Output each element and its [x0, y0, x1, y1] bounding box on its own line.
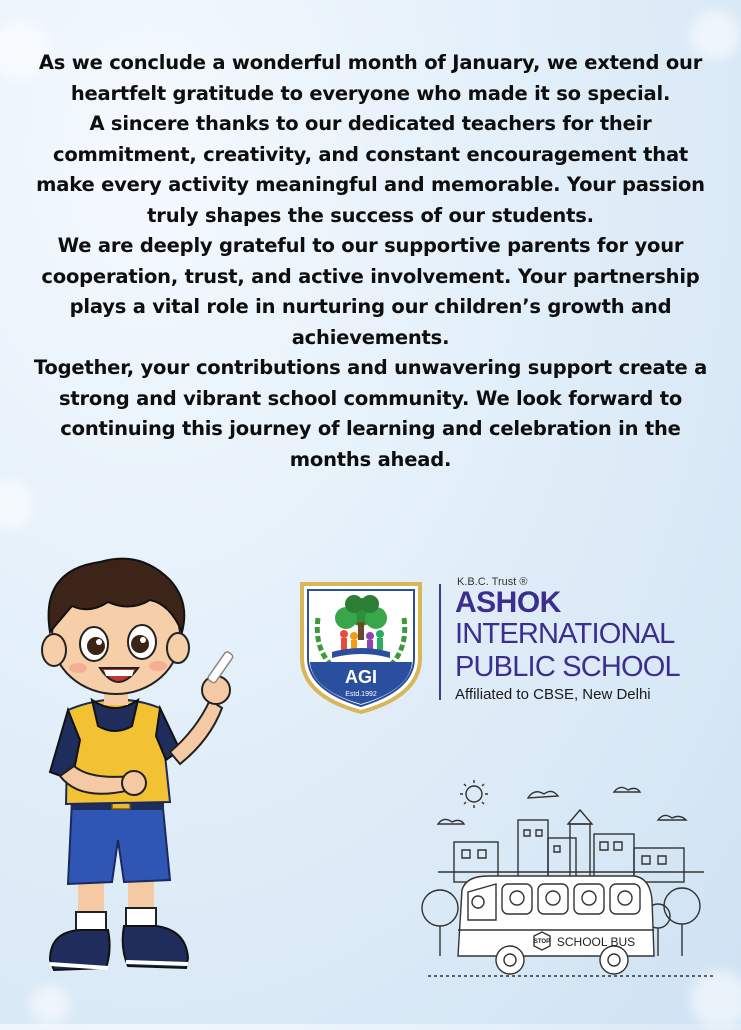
school-bus-label: SCHOOL BUS — [556, 935, 636, 949]
cartoon-boy-illustration — [20, 540, 260, 980]
thank-you-message — [30, 48, 711, 475]
bokeh-light — [30, 985, 70, 1025]
emblem-estd-text: Estd.1992 — [345, 691, 377, 698]
emblem-agi-text: AGI — [344, 667, 378, 687]
bokeh-light — [0, 480, 35, 530]
message-paragraph-intro: As we conclude a wonderful month of January, we extend our heartfelt gratitude to everyone who made it so special. — [38, 51, 703, 105]
stop-sign-text: STOP — [533, 939, 551, 945]
school-name-line3: PUBLIC SCHOOL — [455, 651, 680, 683]
school-name-line1: ASHOK — [455, 586, 561, 619]
affiliation-text: Affiliated to CBSE, New Delhi — [455, 686, 651, 703]
school-name-block — [455, 576, 735, 703]
logo-divider — [439, 584, 441, 700]
message-paragraph-parents: We are deeply grateful to our supportive parents for your cooperation, trust, and active involvement. Your partnership plays a vital role in nurturing our children’s growth and achievements. — [41, 234, 700, 349]
message-paragraph-closing: Together, your contributions and unwavering support create a strong and vibrant school community. We look forward to continuing this journey of learning and celebration in the months ahead. — [33, 356, 708, 471]
school-emblem-logo — [296, 578, 426, 716]
school-bus-sketch — [418, 780, 718, 995]
trust-label: K.B.C. Trust ® — [457, 576, 528, 588]
message-paragraph-teachers: A sincere thanks to our dedicated teachers for their commitment, creativity, and constant encouragement that make every activity meaningful and memorable. Your passion truly shapes the success of our students. — [36, 112, 705, 227]
school-name-line2: INTERNATIONAL — [455, 618, 675, 650]
